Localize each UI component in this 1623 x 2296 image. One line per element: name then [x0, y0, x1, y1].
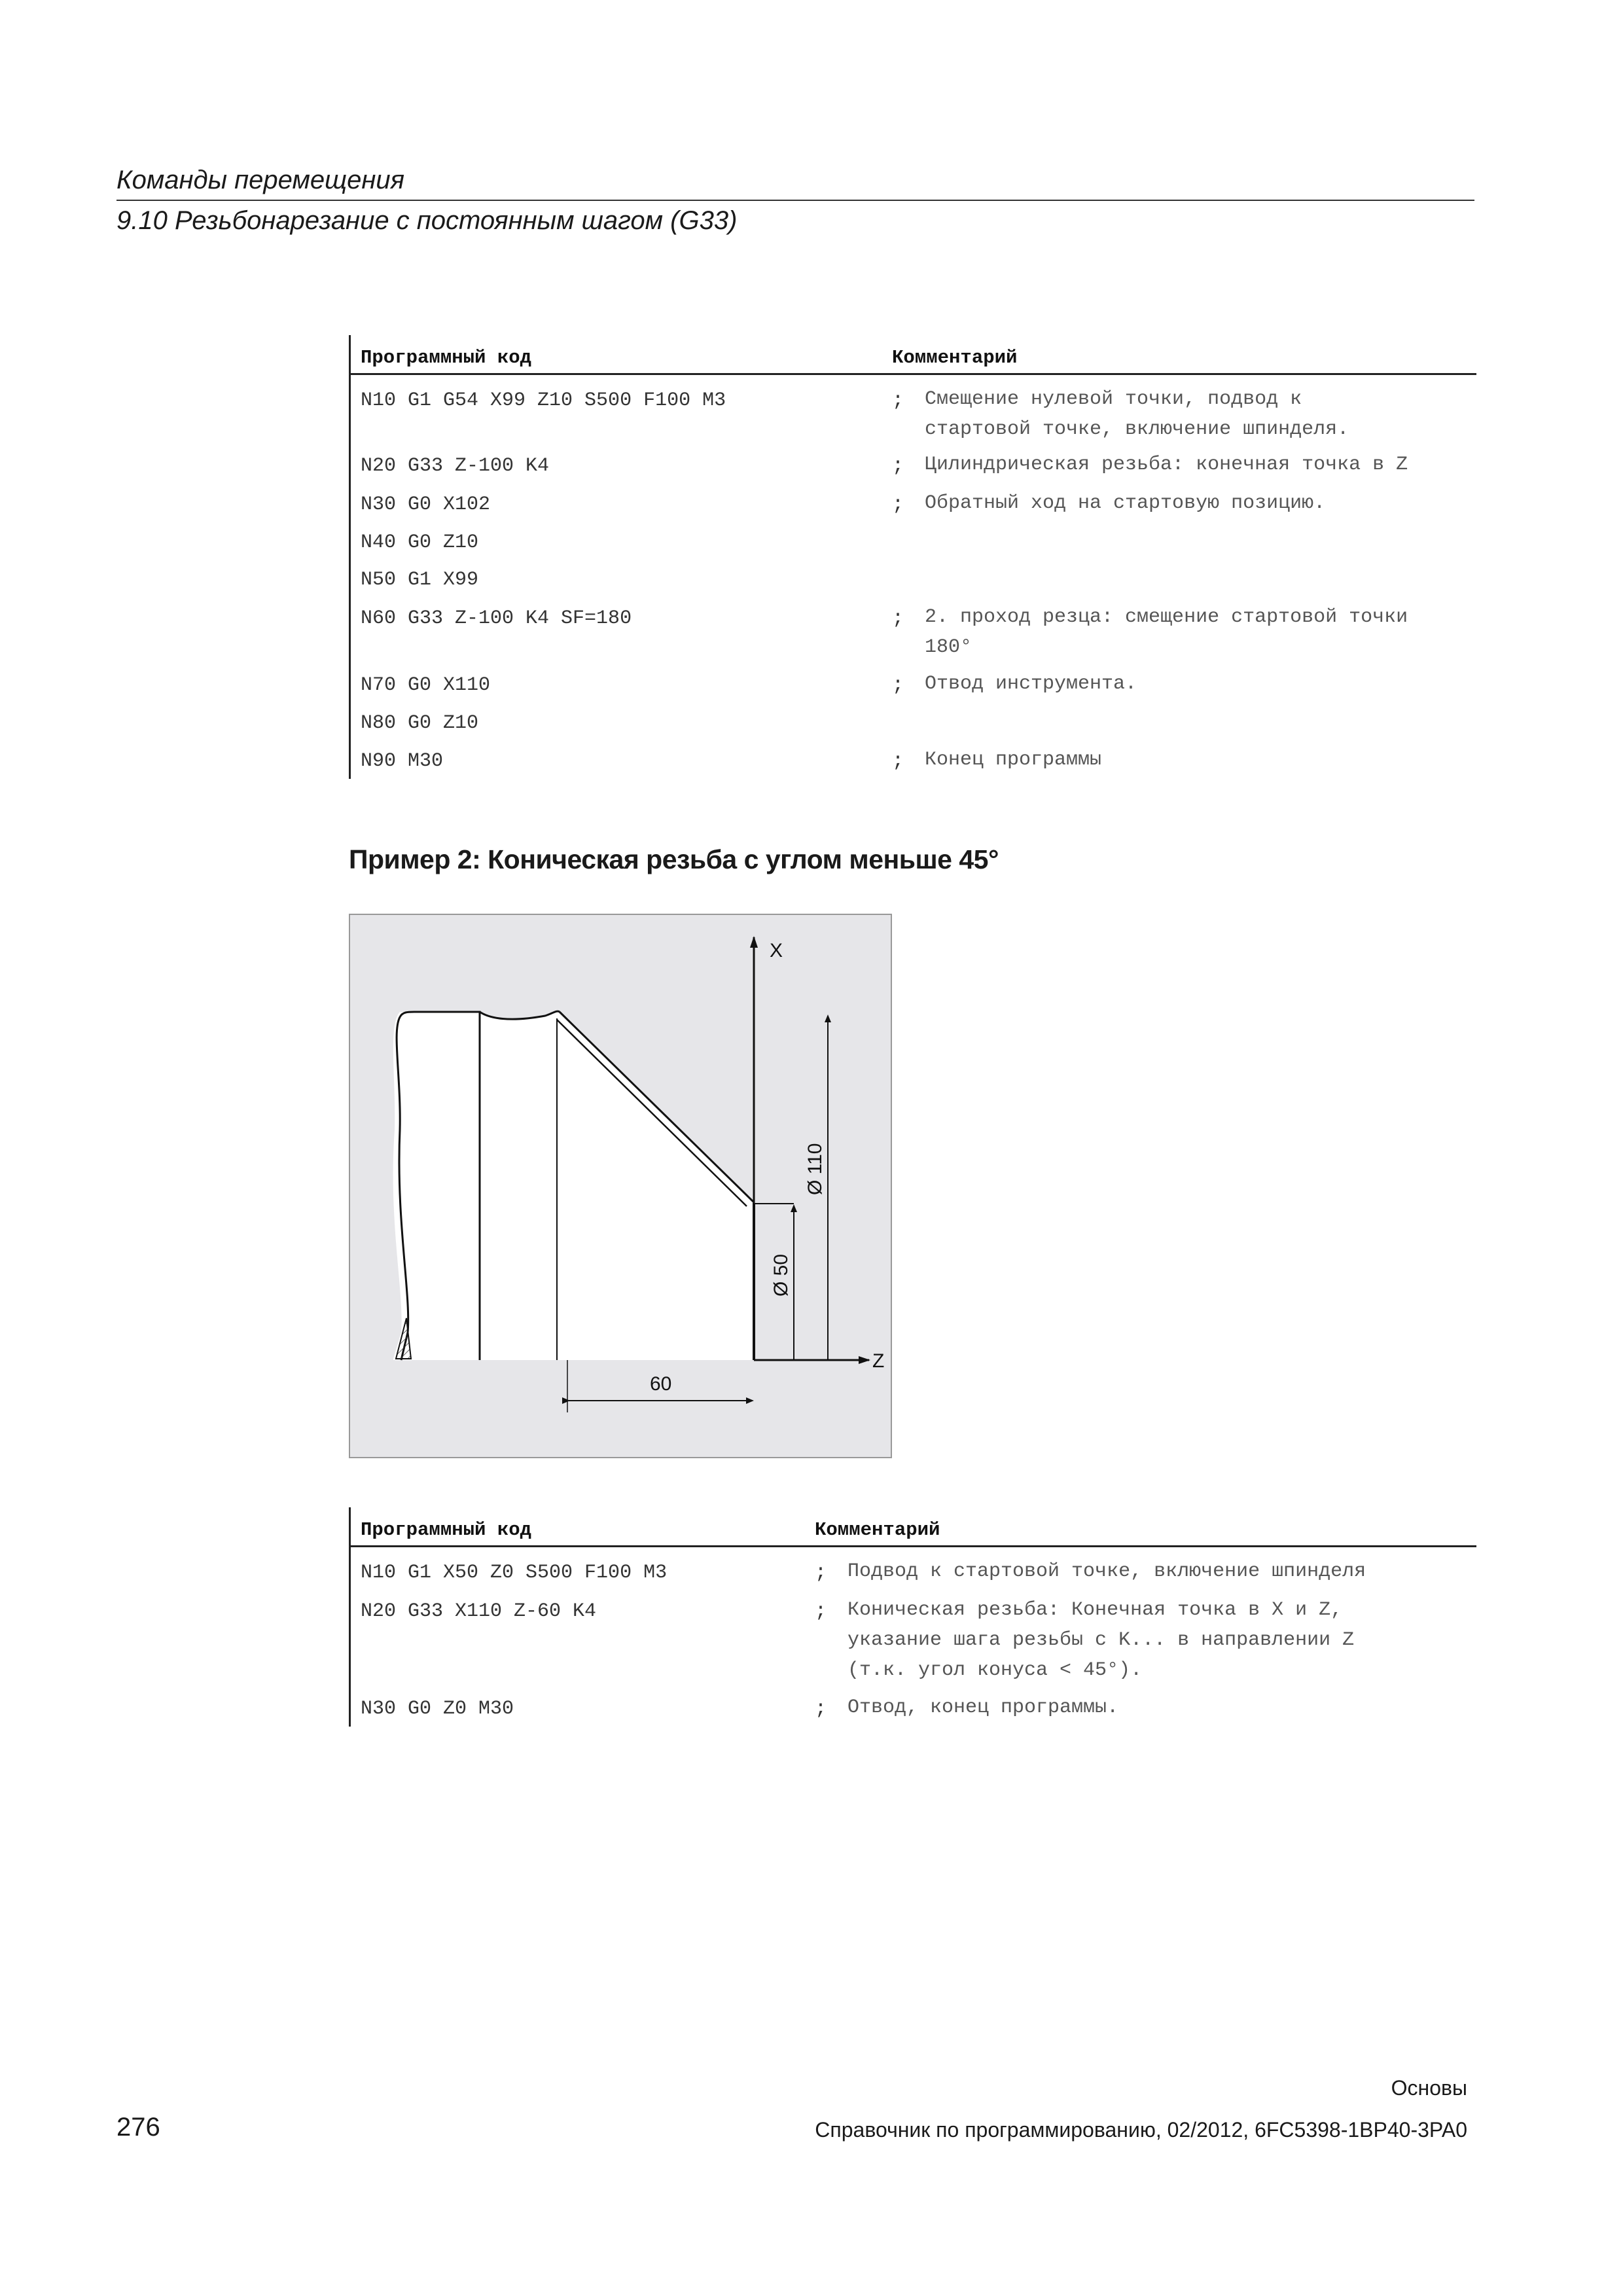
code-line: N30 G0 X102: [361, 493, 491, 516]
column-header-code: Программный код: [361, 1519, 532, 1541]
code-line: N80 G0 Z10: [361, 712, 479, 734]
comment-text: Отвод инструмента.: [925, 673, 1137, 695]
example-heading: Пример 2: Коническая резьба с углом меньше 45°: [349, 844, 999, 874]
comment-text: 2. проход резца: смещение стартовой точки 180°: [925, 606, 1408, 658]
comment-marker: ;: [892, 455, 904, 477]
comment-text: Подвод к стартовой точке, включение шпинделя: [847, 1560, 1366, 1583]
comment-marker: ;: [815, 1600, 827, 1623]
code-line: N40 G0 Z10: [361, 531, 479, 554]
comment-marker: ;: [892, 750, 904, 772]
dim-60-label: 60: [650, 1373, 672, 1395]
footer-book-title: Основы: [1391, 2076, 1467, 2100]
code-line: N10 G1 G54 X99 Z10 S500 F100 M3: [361, 389, 726, 412]
table-header: [351, 335, 1476, 375]
dim-50-label: Ø 50: [770, 1253, 792, 1297]
comment-text: Отвод, конец программы.: [847, 1696, 1119, 1719]
comment-text: Цилиндрическая резьба: конечная точка в Z: [925, 454, 1408, 476]
code-line: N10 G1 X50 Z0 S500 F100 M3: [361, 1562, 668, 1584]
comment-text: Конец программы: [925, 749, 1102, 771]
code-line: N30 G0 Z0 M30: [361, 1698, 514, 1720]
code-line: N70 G0 X110: [361, 674, 491, 696]
comment-marker: ;: [892, 674, 904, 696]
comment-marker: ;: [815, 1698, 827, 1720]
taper-thread-diagram: [349, 914, 892, 1458]
comment-text: Коническая резьба: Конечная точка в X и Z, указание шага резьбы с K... в направлении Z (т.к. угол конуса < 45°).: [847, 1599, 1355, 1681]
code-line: N20 G33 X110 Z-60 K4: [361, 1600, 597, 1623]
comment-marker: ;: [892, 607, 904, 630]
program-table-2: [349, 1507, 1476, 1727]
page-number: 276: [116, 2113, 160, 2142]
table-header: [351, 1507, 1476, 1547]
axis-z-label: Z: [872, 1350, 885, 1372]
footer-reference: Справочник по программированию, 02/2012, 6FC5398-1BP40-3PA0: [815, 2118, 1467, 2142]
header-divider: [116, 200, 1474, 201]
axis-x-label: X: [770, 940, 783, 961]
chapter-title: Команды перемещения: [116, 166, 405, 194]
code-line: N50 G1 X99: [361, 569, 479, 591]
code-line: N60 G33 Z-100 K4 SF=180: [361, 607, 632, 630]
comment-text: Обратный ход на стартовую позицию.: [925, 492, 1326, 514]
code-line: N90 M30: [361, 750, 444, 772]
column-header-code: Программный код: [361, 347, 532, 368]
comment-text: Смещение нулевой точки, подвод к стартовой точке, включение шпинделя.: [925, 388, 1349, 440]
dim-110-label: Ø 110: [804, 1143, 826, 1195]
column-header-comment: Комментарий: [892, 347, 1018, 368]
comment-marker: ;: [892, 493, 904, 516]
section-title: 9.10 Резьбонарезание с постоянным шагом (G33): [116, 206, 738, 235]
program-table-1: [349, 335, 1476, 779]
code-line: N20 G33 Z-100 K4: [361, 455, 550, 477]
column-header-comment: Комментарий: [815, 1519, 940, 1541]
comment-marker: ;: [892, 389, 904, 412]
comment-marker: ;: [815, 1562, 827, 1584]
